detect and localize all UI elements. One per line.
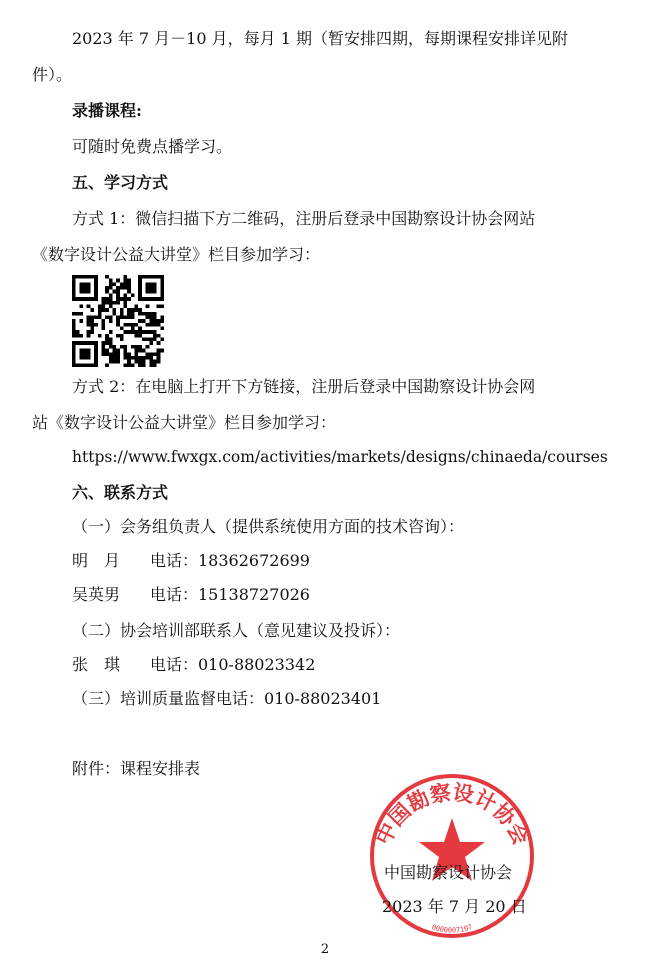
contact-group-3-title: （三）培训质量监督电话：010-88023401	[72, 689, 382, 708]
contact-2-name: 吴英男	[72, 585, 121, 604]
contact-row-2	[72, 584, 310, 606]
course-url[interactable]: https://www.fwxgx.com/activities/markets/designs/chinaeda/courses	[72, 448, 608, 466]
seal-text: 中国勘察设计协会	[371, 780, 533, 849]
contact-3-name: 张 琪	[72, 655, 121, 674]
contact-1-name: 明 月	[72, 551, 121, 570]
contact-group-2-title: （二）协会培训部联系人（意见建议及投诉）：	[72, 621, 401, 640]
method2-line-1: 方式 2：在电脑上打开下方链接，注册后登录中国勘察设计协会网	[72, 377, 536, 396]
contact-2-phone: 电话：15138727026	[150, 585, 310, 604]
contact-group-1-title: （一）会务组负责人（提供系统使用方面的技术咨询）：	[72, 517, 465, 536]
seal-number: 0000007107	[430, 923, 474, 935]
schedule-line-2: 件）。	[32, 65, 73, 84]
contact-row-3	[72, 654, 315, 676]
contact-1-phone: 电话：18362672699	[150, 551, 310, 570]
contact-3-phone: 电话：010-88023342	[150, 655, 316, 674]
attachment-note: 附件：课程安排表	[72, 759, 201, 778]
section6-heading: 六、联系方式	[72, 483, 169, 502]
signature-date: 2023 年 7 月 20 日	[382, 897, 527, 916]
method1-line-1: 方式 1：微信扫描下方二维码，注册后登录中国勘察设计协会网站	[72, 209, 536, 228]
qr-code[interactable]	[72, 275, 164, 367]
schedule-line-1: 2023 年 7 月－10 月，每月 1 期（暂安排四期，每期课程安排详见附	[72, 29, 568, 48]
recorded-heading: 录播课程:	[72, 101, 142, 120]
contact-row-1	[72, 550, 310, 572]
method1-line-2: 《数字设计公益大讲堂》栏目参加学习：	[32, 245, 321, 264]
page-number: 2	[320, 942, 330, 957]
recorded-text: 可随时免费点播学习。	[72, 137, 233, 156]
signature-org: 中国勘察设计协会	[384, 863, 513, 882]
section5-heading: 五、学习方式	[72, 173, 169, 192]
method2-line-2: 站《数字设计公益大讲堂》栏目参加学习：	[32, 413, 337, 432]
